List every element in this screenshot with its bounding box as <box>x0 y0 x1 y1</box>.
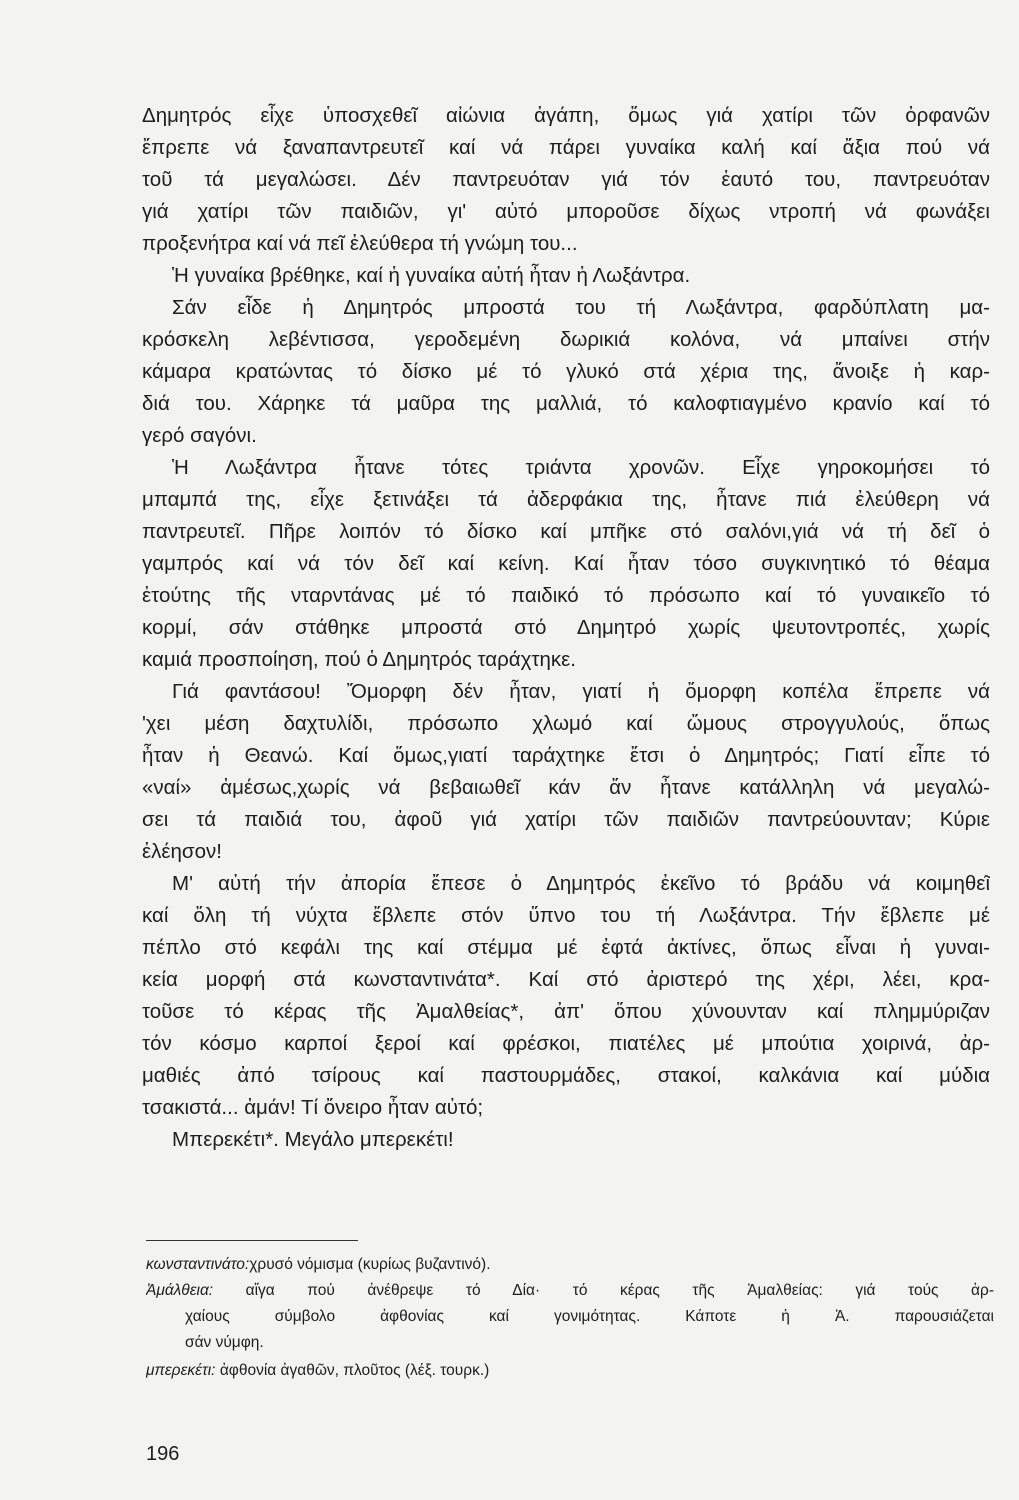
footnote-term: Ἀμάλθεια: <box>146 1282 214 1299</box>
footnote-continuation: σάν νύμφη. <box>185 1334 264 1351</box>
footnote-divider <box>146 1240 358 1241</box>
text-line: γερό σαγόνι. <box>142 424 257 447</box>
footnote <box>146 1358 994 1384</box>
text-line: Μ' αὐτή τήν ἀπορία ἔπεσε ὁ Δημητρός ἐκεῖνο τό βράδυ νά κοιμηθεῖ <box>172 872 990 895</box>
footnote-text: αἴγα πού ἀνέθρεψε τό Δία· τό κέρας τῆς Ἀμαλθείας: γιά τούς ἀρ- <box>245 1282 994 1299</box>
text-line: κορμί, σάν στάθηκε μπροστά στό Δημητρό χωρίς ψευτοντροπές, χωρίς <box>142 616 990 639</box>
footnote-term: μπερεκέτι: <box>146 1362 216 1379</box>
text-line: τόν κόσμο καρποί ξεροί καί φρέσκοι, πιατέλες μέ μπούτια χοιρινά, ἀρ- <box>142 1032 990 1055</box>
footnote <box>146 1252 994 1278</box>
text-line: «ναί» ἀμέσως,χωρίς νά βεβαιωθεῖ κάν ἄν ἦτανε κατάλληλη νά μεγαλώ- <box>142 776 990 799</box>
text-line: μπαμπά της, εἶχε ξετινάξει τά ἀδερφάκια της, ἦτανε πιά ἐλεύθερη νά <box>142 488 990 511</box>
text-line: κάμαρα κρατώντας τό δίσκο μέ τό γλυκό στά χέρια της, ἄνοιξε ἡ καρ- <box>142 360 990 383</box>
text-line: Ἡ Λωξάντρα ἦτανε τότες τριάντα χρονῶν. Εἶχε γηροκομήσει τό <box>172 456 990 479</box>
text-line: Σάν εἶδε ἡ Δημητρός μπροστά του τή Λωξάντρα, φαρδύπλατη μα- <box>172 296 990 319</box>
text-line: πέπλο στό κεφάλι της καί στέμμα μέ ἐφτά ἀκτίνες, ὅπως εἶναι ἡ γυναι- <box>142 936 990 959</box>
footnote-continuation: χαίους σύμβολο ἀφθονίας καί γονιμότητας. Κάποτε ἡ Ἀ. παρουσιάζεται <box>185 1308 994 1325</box>
footnote-text: χρυσό νόμισμα (κυρίως βυζαντινό). <box>249 1256 491 1273</box>
text-line: τσακιστά... ἀμάν! Τί ὄνειρο ἦταν αὐτό; <box>142 1096 484 1119</box>
page-number: 196 <box>146 1443 180 1465</box>
text-line: κεία μορφή στά κωνσταντινάτα*. Καί στό ἀριστερό της χέρι, λέει, κρα- <box>142 968 990 991</box>
text-line: Δημητρός εἶχε ὑποσχεθεῖ αἰώνια ἀγάπη, ὅμως γιά χατίρι τῶν ὀρφανῶν <box>142 104 990 127</box>
text-line: Ἡ γυναίκα βρέθηκε, καί ἡ γυναίκα αὐτή ἦταν ἡ Λωξάντρα. <box>172 264 691 287</box>
text-line: ἔπρεπε νά ξαναπαντρευτεῖ καί νά πάρει γυναίκα καλή καί ἄξια πού νά <box>142 136 990 159</box>
text-line: καί ὅλη τή νύχτα ἔβλεπε στόν ὕπνο του τή Λωξάντρα. Τήν ἔβλεπε μέ <box>142 904 990 927</box>
text-line: προξενήτρα καί νά πεῖ ἐλεύθερα τή γνώμη του... <box>142 232 578 255</box>
text-line: ἐτούτης τῆς νταρντάνας μέ τό παιδικό τό πρόσωπο καί τό γυναικεῖο τό <box>142 584 990 607</box>
text-line: διά του. Χάρηκε τά μαῦρα της μαλλιά, τό καλοφτιαγμένο κρανίο καί τό <box>142 392 990 415</box>
text-line: τοῦ τά μεγαλώσει. Δέν παντρευόταν γιά τόν ἑαυτό του, παντρευόταν <box>142 168 990 191</box>
text-line: σει τά παιδιά του, ἀφοῦ γιά χατίρι τῶν παιδιῶν παντρεύουνταν; Κύριε <box>142 808 990 831</box>
text-line: τοῦσε τό κέρας τῆς Ἀμαλθείας*, ἀπ' ὅπου χύνουνταν καί πλημμύριζαν <box>142 1000 990 1023</box>
footnote-term: κωνσταντινάτο: <box>146 1256 250 1273</box>
footnote <box>146 1278 994 1304</box>
text-line: καμιά προσποίηση, πού ὁ Δημητρός ταράχτηκε. <box>142 648 576 671</box>
footnote-text: ἀφθονία ἀγαθῶν, πλοῦτος (λέξ. τουρκ.) <box>219 1362 490 1379</box>
text-line: παντρευτεῖ. Πῆρε λοιπόν τό δίσκο καί μπῆκε στό σαλόνι,γιά νά τή δεῖ ὁ <box>142 520 990 543</box>
text-line: 'χει μέση δαχτυλίδι, πρόσωπο χλωμό καί ὤμους στρογγυλούς, ὅπως <box>142 712 990 735</box>
text-line: Μπερεκέτι*. Μεγάλο μπερεκέτι! <box>172 1128 454 1151</box>
text-line: μαθιές ἀπό τσίρους καί παστουρμάδες, στακοί, καλκάνια καί μύδια <box>142 1064 990 1087</box>
text-line: γαμπρός καί νά τόν δεῖ καί κείνη. Καί ἦταν τόσο συγκινητικό τό θέαμα <box>142 552 990 575</box>
text-line: κρόσκελη λεβέντισσα, γεροδεμένη δωρικιά κολόνα, νά μπαίνει στήν <box>142 328 990 351</box>
text-line: Γιά φαντάσου! Ὄμορφη δέν ἦταν, γιατί ἡ ὄμορφη κοπέλα ἔπρεπε νά <box>172 680 990 703</box>
text-line: ἦταν ἡ Θεανώ. Καί ὅμως,γιατί ταράχτηκε ἔτσι ὁ Δημητρός; Γιατί εἶπε τό <box>142 744 990 767</box>
text-line: ἐλέησον! <box>142 840 222 863</box>
text-line: γιά χατίρι τῶν παιδιῶν, γι' αὐτό μποροῦσε δίχως ντροπή νά φωνάξει <box>142 200 990 223</box>
